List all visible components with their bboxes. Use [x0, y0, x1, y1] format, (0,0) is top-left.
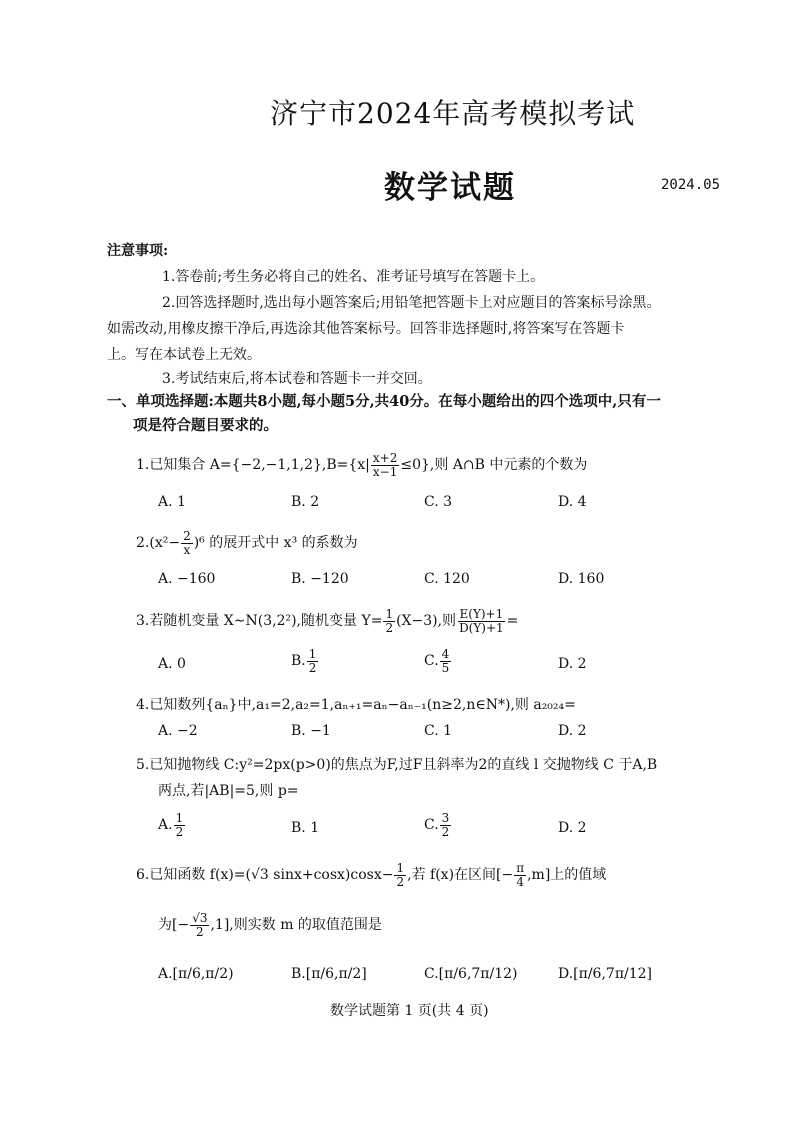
fraction: $\frac{1}{2}$ — [308, 647, 317, 675]
q2-option-d: D. 160 — [558, 571, 605, 587]
q1-option-d: D. 4 — [558, 494, 587, 510]
question-2: 2.(x²− $\frac{2}{x}$ )⁶ 的展开式中 x³ 的系数为 — [136, 529, 358, 557]
section-heading-line-2: 项是符合题目要求的。 — [133, 417, 278, 434]
q1-option-a: A. 1 — [158, 494, 186, 510]
q3-option-a: A. 0 — [158, 656, 186, 672]
q4-option-c: C. 1 — [424, 723, 453, 739]
q2-option-b: B. −120 — [291, 571, 349, 587]
fraction: $\frac{√3}{2}$ — [192, 911, 208, 939]
q3-option-d: D. 2 — [558, 656, 587, 672]
q2-option-a: A. −160 — [158, 571, 216, 587]
question-4: 4.已知数列{aₙ}中,a₁=2,a₂=1,aₙ₊₁=aₙ−aₙ₋₁(n≥2,n∈N*),则 a₂₀₂₄= — [136, 697, 576, 713]
q3-option-c: C. $\frac{4}{5}$ — [424, 647, 450, 675]
q5-option-a: A. $\frac{1}{2}$ — [158, 811, 184, 839]
q3-option-b: B. $\frac{1}{2}$ — [291, 647, 317, 675]
notice-item-3: 3.考试结束后,将本试卷和答题卡一并交回。 — [162, 371, 432, 387]
q1-option-b: B. 2 — [291, 494, 320, 510]
question-6-line-1: 6.已知函数 f(x)=(√3 sinx+cosx)cosx− $\frac{1}{2}$ ,若 f(x)在区间[− $\frac{\pi}{4}$ ,m]上的值域 — [136, 861, 607, 889]
q6-option-b: B.[π/6,π/2] — [291, 966, 367, 982]
notice-heading: 注意事项: — [107, 243, 169, 259]
question-1: 1.已知集合 A={−2,−1,1,2},B={x| $\frac{x+2}{x-1}$ ≤0},则 A∩B 中元素的个数为 — [136, 451, 588, 479]
notice-item-1: 1.答卷前;考生务必将自己的姓名、准考证号填写在答题卡上。 — [162, 269, 545, 285]
fraction: $\frac{2}{x}$ — [183, 529, 191, 557]
q5-option-b: B. 1 — [291, 820, 320, 836]
question-3: 3.若随机变量 X∼N(3,2²),随机变量 Y= $\frac{1}{2}$ (X−3),则 $\frac{E(Y)+1}{D(Y)+1}$ = — [136, 607, 519, 635]
fraction: $\frac{1}{2}$ — [385, 607, 394, 635]
q2-option-c: C. 120 — [424, 571, 470, 587]
fraction: $\frac{1}{2}$ — [396, 861, 405, 889]
q6-option-a: A.[π/6,π/2) — [158, 966, 234, 982]
q6-option-d: D.[π/6,7π/12] — [558, 966, 653, 982]
question-5-line-2: 两点,若|AB|=5,则 p= — [158, 783, 299, 799]
q1-option-c: C. 3 — [424, 494, 453, 510]
q6-option-c: C.[π/6,7π/12) — [424, 966, 518, 982]
q4-option-a: A. −2 — [158, 723, 198, 739]
fraction: $\frac{E(Y)+1}{D(Y)+1}$ — [459, 607, 504, 635]
q4-option-d: D. 2 — [558, 723, 587, 739]
fraction: $\frac{\pi}{4}$ — [516, 861, 525, 889]
fraction: $\frac{1}{2}$ — [175, 811, 184, 839]
question-6-line-2: 为[− $\frac{√3}{2}$ ,1],则实数 m 的取值范围是 — [158, 911, 382, 939]
fraction: $\frac{4}{5}$ — [441, 647, 450, 675]
q4-option-b: B. −1 — [291, 723, 331, 739]
page-title: 济宁市2024年高考模拟考试 — [270, 97, 636, 130]
page-footer: 数学试题第 1 页(共 4 页) — [330, 1003, 489, 1019]
exam-date: 2024.05 — [661, 177, 721, 193]
subject-title: 数学试题 — [384, 170, 516, 206]
section-heading-line-1: 一、单项选择题:本题共8小题,每小题5分,共40分。在每小题给出的四个选项中,只有一 — [107, 393, 661, 410]
notice-item-2-line-3: 上。写在本试卷上无效。 — [107, 347, 261, 363]
question-5-line-1: 5.已知抛物线 C:y²=2px(p>0)的焦点为F,过F且斜率为2的直线 l 交抛物线 C 于A,B — [136, 757, 658, 773]
q5-option-d: D. 2 — [558, 820, 587, 836]
q5-option-c: C. $\frac{3}{2}$ — [424, 811, 450, 839]
notice-item-2-line-1: 2.回答选择题时,选出每小题答案后;用铅笔把答题卡上对应题目的答案标号涂黑。 — [162, 295, 661, 311]
fraction: $\frac{x+2}{x-1}$ — [372, 451, 398, 479]
fraction: $\frac{3}{2}$ — [441, 811, 450, 839]
notice-item-2-line-2: 如需改动,用橡皮擦干净后,再选涂其他答案标号。回答非选择题时,将答案写在答题卡 — [107, 321, 625, 337]
